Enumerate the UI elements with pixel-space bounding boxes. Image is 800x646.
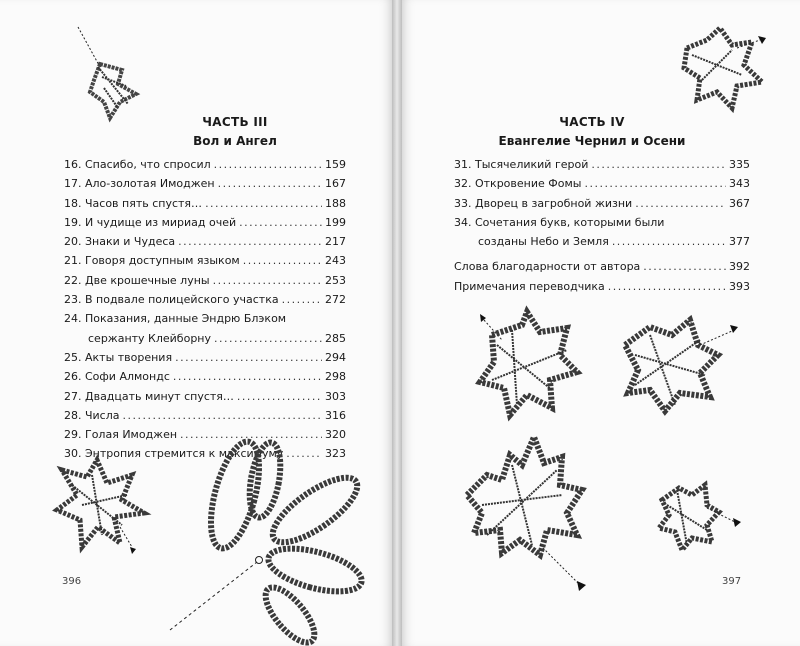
page-number: 396: [62, 576, 82, 587]
leaf-icon: [657, 480, 747, 560]
leader-dots: [243, 254, 322, 267]
toc-entry[interactable]: [64, 370, 346, 389]
toc-entry-page: 217: [325, 235, 346, 249]
chestnut-leaf-icon: [165, 440, 365, 640]
toc-entry-title: 33. Дворец в загробной жизни: [454, 196, 633, 210]
toc-entry[interactable]: [454, 158, 750, 177]
leader-dots: [178, 235, 322, 248]
toc-entry-title: Примечания переводчика: [454, 279, 605, 293]
toc-entry-title: 21. Говоря доступным языком: [64, 254, 240, 268]
toc-entry[interactable]: [64, 274, 346, 293]
toc-entry-page: 392: [729, 260, 750, 274]
part-four-header: [422, 115, 762, 148]
part-title: Евангелие Чернил и Осени: [498, 134, 686, 148]
maple-leaf-icon: [472, 310, 582, 420]
leader-dots: [213, 274, 322, 287]
page-number: 397: [722, 576, 742, 587]
toc-entry[interactable]: [64, 216, 346, 235]
leaf-icon: [682, 20, 782, 110]
table-of-contents: [64, 158, 346, 467]
leader-dots: [214, 332, 322, 345]
toc-entry-title: 30. Энтропия стремится к максимуму: [64, 447, 284, 461]
part-title: Вол и Ангел: [193, 134, 277, 148]
leader-dots: [584, 177, 726, 190]
part-label: ЧАСТЬ III: [202, 115, 268, 129]
leader-dots: [218, 177, 322, 190]
toc-entry-title: 23. В подвале полицейского участка: [64, 293, 279, 307]
toc-entry-title: 17. Ало-золотая Имоджен: [64, 177, 215, 191]
toc-entry[interactable]: [64, 390, 346, 409]
toc-entry-page: 316: [325, 408, 346, 422]
toc-entry-title: 34. Сочетания букв, которыми были: [454, 215, 665, 229]
leader-dots: [282, 293, 322, 306]
table-of-contents: [454, 158, 750, 299]
maple-leaf-icon: [462, 435, 602, 595]
leader-dots: [591, 158, 726, 171]
toc-entry-page: 367: [729, 196, 750, 210]
toc-entry-title: 31. Тысячеликий герой: [454, 158, 589, 171]
toc-entry[interactable]: [64, 177, 346, 196]
toc-entry-page: 303: [325, 389, 346, 403]
toc-entry[interactable]: [454, 177, 750, 196]
toc-entry-multiline[interactable]: [454, 216, 750, 255]
toc-entry-page: 188: [325, 196, 346, 210]
toc-entry-title: 18. Часов пять спустя…: [64, 196, 203, 210]
toc-entry-page: 343: [729, 177, 750, 191]
toc-entry-page: 320: [325, 428, 346, 442]
toc-entry-title: 24. Показания, данные Эндрю Блэком: [64, 312, 287, 326]
toc-entry-title: 22. Две крошечные луны: [64, 273, 210, 287]
leader-dots: [237, 390, 322, 403]
leader-dots: [608, 280, 726, 293]
toc-entry-page: 253: [325, 273, 346, 287]
toc-entry-page: 285: [325, 331, 346, 345]
toc-entry-page: 294: [325, 350, 346, 364]
part-three-header: [140, 115, 330, 148]
leader-dots: [612, 235, 726, 248]
maple-leaf-icon: [620, 315, 740, 415]
toc-entry-page: 272: [325, 293, 346, 307]
toc-entry-title: 27. Двадцать минут спустя…: [64, 389, 234, 403]
toc-entry-extra[interactable]: [454, 260, 750, 279]
toc-entry-page: 335: [729, 158, 750, 171]
toc-entry-title: 32. Откровение Фомы: [454, 177, 582, 191]
toc-entry-page: 377: [729, 235, 750, 249]
leaf-icon: [70, 22, 140, 112]
toc-entry-multiline[interactable]: [64, 312, 346, 351]
toc-entry-title: Слова благодарности от автора: [454, 260, 641, 274]
toc-entry-extra[interactable]: [454, 280, 750, 299]
leader-dots: [643, 260, 726, 273]
book-spine: [392, 0, 402, 646]
toc-entry-page: 393: [729, 279, 750, 293]
toc-entry-page: 298: [325, 370, 346, 384]
toc-entry-page: 159: [325, 158, 346, 171]
toc-entry[interactable]: [64, 293, 346, 312]
toc-entry-page: 167: [325, 177, 346, 191]
toc-entry-title: 25. Акты творения: [64, 350, 173, 364]
toc-entry-title: 19. И чудище из мириад очей: [64, 215, 237, 229]
toc-entry-page: 243: [325, 254, 346, 268]
toc-entry-title: 28. Числа: [64, 408, 120, 422]
toc-entry[interactable]: [64, 158, 346, 177]
toc-entry[interactable]: [64, 254, 346, 273]
leader-dots: [123, 409, 323, 422]
toc-entry[interactable]: [64, 235, 346, 254]
toc-entry[interactable]: [64, 409, 346, 428]
leader-dots: [205, 197, 322, 210]
toc-entry[interactable]: [64, 351, 346, 370]
toc-entry[interactable]: [64, 197, 346, 216]
toc-entry[interactable]: [454, 197, 750, 216]
toc-entry-page: 199: [325, 215, 346, 229]
toc-entry-title-cont: созданы Небо и Земля: [478, 235, 609, 249]
toc-entry-title: 29. Голая Имоджен: [64, 428, 178, 442]
part-label: ЧАСТЬ IV: [559, 115, 625, 129]
leader-dots: [214, 158, 322, 171]
toc-entry-title: 16. Спасибо, что спросил: [64, 158, 211, 171]
toc-entry-title: 20. Знаки и Чудеса: [64, 235, 176, 249]
right-page: [402, 0, 800, 646]
toc-entry-title: 26. Софи Алмондс: [64, 370, 170, 384]
leader-dots: [239, 216, 322, 229]
leader-dots: [175, 351, 322, 364]
left-page: [0, 0, 392, 646]
toc-entry-title-cont: сержанту Клейборну: [88, 331, 212, 345]
maple-leaf-icon: [52, 455, 152, 555]
toc-entry-page: 323: [325, 447, 346, 461]
leader-dots: [635, 197, 726, 210]
leader-dots: [173, 370, 322, 383]
